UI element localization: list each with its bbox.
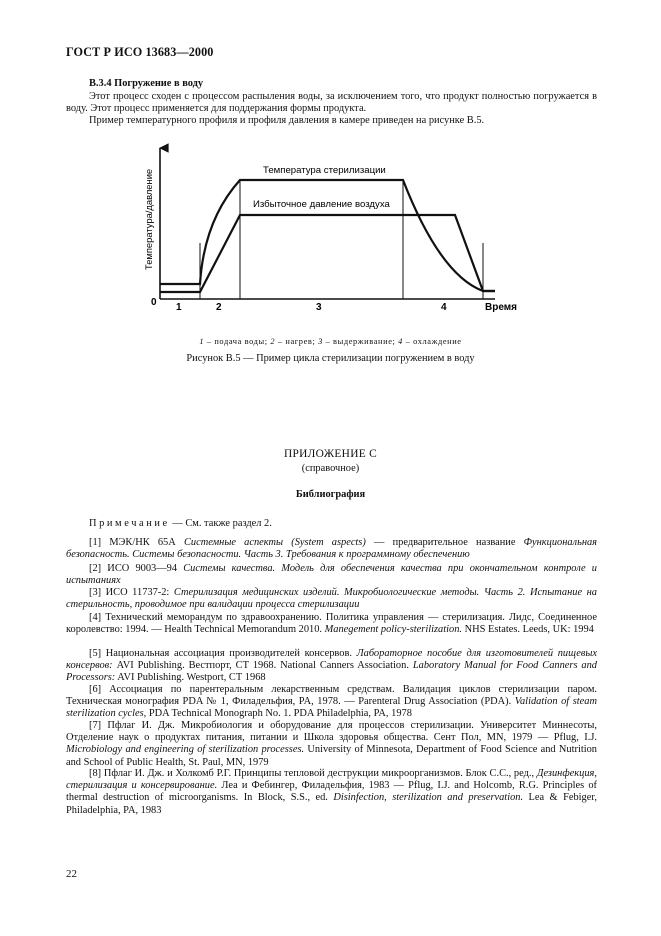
section-title: В.3.4 Погружение в воду: [89, 78, 204, 89]
ref-italic: Системные аспекты (System aspects): [183, 537, 366, 548]
reference-item-6: [66, 684, 597, 721]
legend-num-1: 1: [199, 337, 205, 346]
ref-italic: Laboratory Manual for Food Canners and Processors:: [66, 660, 597, 684]
ref-italic: Microbiology and engineering of sterilization processes.: [66, 744, 305, 756]
sterilization-cycle-figure: [130, 140, 530, 320]
reference-item-1: [66, 537, 597, 561]
ref-text: [3] ИСО 11737-2:: [89, 587, 174, 598]
legend-num-4: 4: [398, 337, 403, 346]
reference-item-3: [66, 587, 597, 611]
legend-text-1: – подача воды;: [204, 337, 271, 346]
ref-text: NHS Estates. Leeds, UK: 1994: [461, 624, 594, 636]
ref-text: [5] Национальная ассоциация производителей консервов.: [89, 648, 357, 659]
ref-italic: Лабораторное пособие для изготовителей пищевых консервов:: [66, 648, 597, 672]
ref-text: [6] Ассоциация по парентеральным лекарственным средствам. Валидация циклов стерилизации паром. Техническая монография PDA № 1, Филадельфия, PA, 1978. — Parenteral Drug Association (PDA).: [66, 684, 597, 708]
legend-num-3: 3: [318, 337, 323, 346]
ref-text: AVI Publishing. Вестпорт, СТ 1968. National Canners Association.: [112, 660, 413, 672]
legend-text-3: – выдерживание;: [322, 337, 399, 346]
section-paragraph-1: Этот процесс сходен с процессом распыления воды, за исключением того, что продукт полностью погружается в воду. Этот процесс применяется для поддержания формы продукта.: [66, 91, 597, 115]
bibliography-note: [89, 518, 272, 530]
bibliography-heading: Библиография: [295, 489, 366, 500]
ref-italic: Функциональная безопасность. Системы безопасности. Часть 3. Требования к программному обеспечению: [66, 537, 597, 561]
reference-item-2: [66, 563, 597, 587]
ref-italic: Стерилизация медицинских изделий. Микробиологические методы. Часть 2. Испытание на стерильность, проводимое при валидации процесса стерилизации: [66, 587, 597, 611]
appendix-subtitle: (справочное): [301, 463, 360, 474]
reference-item-7: [66, 720, 597, 769]
ref-italic: Системы качества. Модель для обеспечения качества при окончательном контроле и испытаниях: [66, 563, 597, 587]
ref-text: PDA Technical Monograph No. 1. PDA Philadelphia, PA, 1978: [146, 708, 412, 720]
y-axis-label: Температура/давление: [143, 168, 154, 270]
ref-text: [8] Пфлаг И. Дж. и Холкомб Р.Г. Принципы тепловой деструкции микроорганизмов. Блок С.С., ред.,: [89, 768, 537, 779]
ref-italic: Disinfection, sterilization and preservation.: [333, 792, 524, 804]
ref-text: University of Minnesota, Department of Food Science and Nutrition and School of Public Health, St. Paul, MN, 1979: [66, 744, 597, 768]
note-word: Примечание: [89, 518, 170, 529]
phase-label-2: 2: [216, 302, 222, 313]
legend-text-2: – нагрев;: [275, 337, 319, 346]
ref-italic: Дезинфекция, стерилизация и консервирование.: [66, 768, 597, 792]
standard-header: ГОСТ Р ИСО 13683—2000: [66, 45, 214, 59]
phase-label-4: 4: [441, 302, 447, 313]
curve-label-pressure: Избыточное давление воздуха: [253, 199, 390, 210]
phase-label-1: 1: [176, 302, 182, 313]
ref-italic: Validation of steam sterilization cycles,: [66, 696, 597, 720]
ref-text: [1] МЭК/НК 65А: [89, 537, 184, 548]
ref-text: [2] ИСО 9003—94: [89, 563, 184, 574]
ref-text: [4] Технический меморандум по здравоохранению. Политика управления — стерилизация. Лидс, Соединенное королевство: 1994. — Health Technical Memorandum 2010.: [66, 612, 597, 636]
figure-caption: Рисунок В.5 — Пример цикла стерилизации погружением в воду: [186, 353, 475, 364]
legend-text-4: – охлаждение: [402, 337, 462, 346]
ref-text: [7] Пфлаг И. Дж. Микробиология и оборудование для процессов стерилизации. Университет Миннесоты, Отделение наук о продуктах питания, питании и Школа здоровья общества. Сент Пол, MN, 1979 — Pflug, I.J.: [66, 720, 597, 744]
ref-italic: Manegement policy-sterilization.: [324, 624, 462, 636]
ref-text: Леа и Фебингер, Филадельфия, 1983 — Pflug, I.J. and Holcomb, R.G. Principles of thermal destruction of microorganisms. In Block, S.S., ed.: [66, 780, 597, 804]
section-paragraph-2: Пример температурного профиля и профиля давления в камере приведен на рисунке В.5.: [89, 115, 485, 126]
x-axis-label: Время: [485, 302, 517, 313]
phase-label-3: 3: [316, 302, 322, 313]
pressure-curve: [160, 215, 495, 292]
ref-text: AVI Publishing. Westport, СТ 1968: [115, 672, 266, 684]
curve-label-temperature: Температура стерилизации: [263, 165, 386, 176]
reference-item-5: [66, 648, 597, 685]
legend-num-2: 2: [270, 337, 276, 346]
reference-item-4: [66, 612, 597, 636]
reference-item-8: [66, 768, 597, 817]
origin-label: 0: [151, 297, 157, 308]
figure-legend: [0, 336, 661, 348]
ref-text: — предварительное название: [365, 537, 524, 548]
page-number: 22: [66, 868, 77, 880]
appendix-title: ПРИЛОЖЕНИЕ С: [283, 448, 378, 460]
ref-text: Lea & Febiger, Philadelphia, PA, 1983: [66, 792, 598, 816]
note-text: — См. также раздел 2.: [169, 518, 272, 529]
